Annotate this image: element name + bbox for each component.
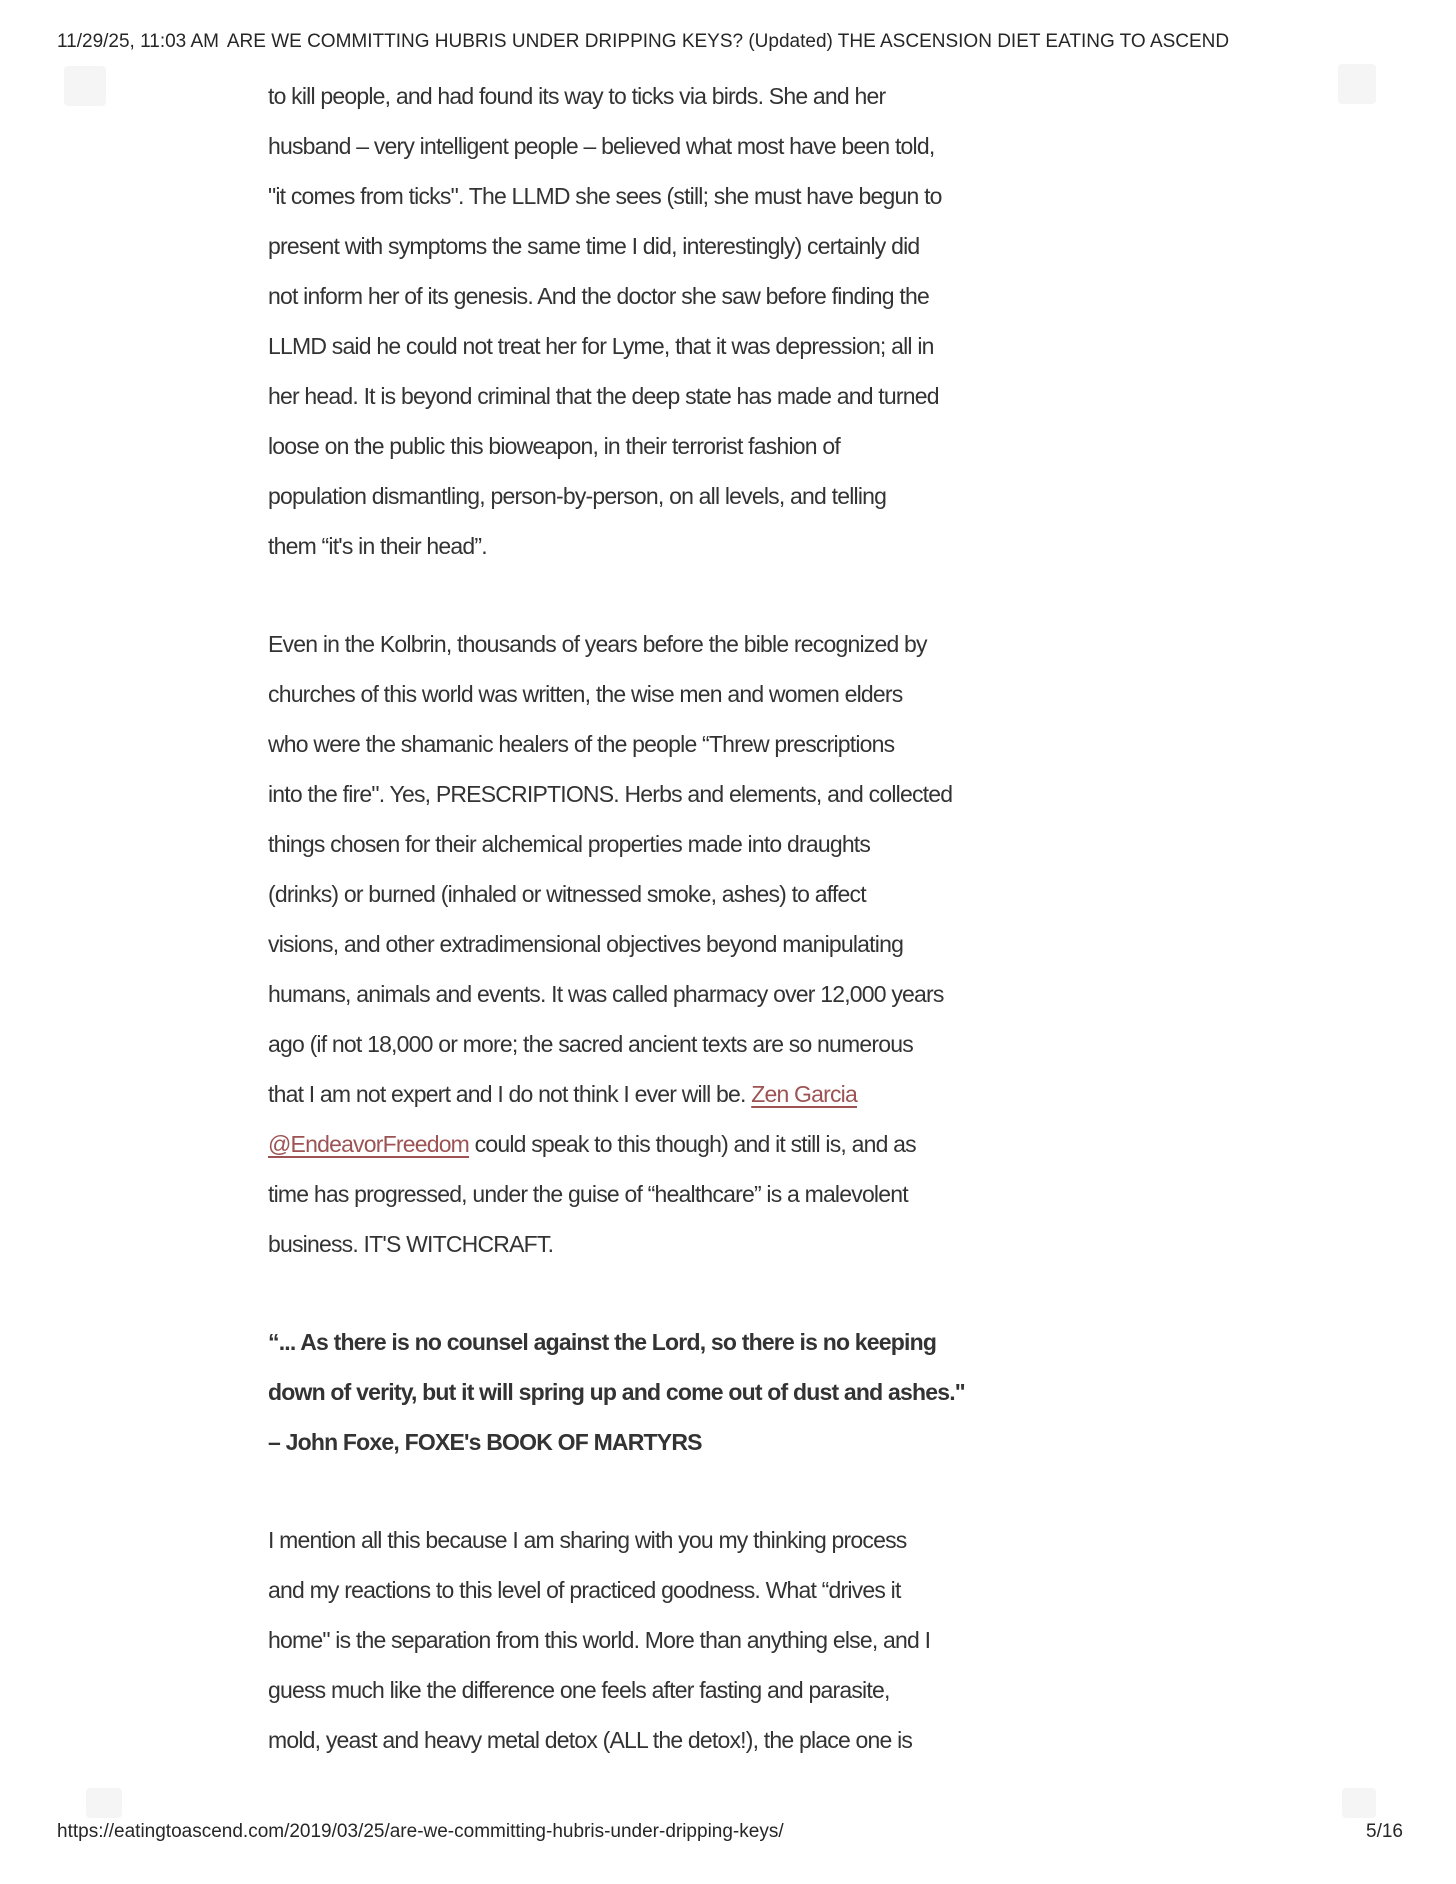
text-run: business. IT'S WITCHCRAFT. — [268, 1231, 554, 1257]
text-run: her head. It is beyond criminal that the deep state has made and turned — [268, 383, 939, 409]
text-line — [268, 271, 1008, 321]
text-run: Even in the Kolbrin, thousands of years before the bible recognized by — [268, 631, 927, 657]
text-line — [268, 1069, 1008, 1119]
text-run: visions, and other extradimensional objectives beyond manipulating — [268, 931, 904, 957]
text-run: I mention all this because I am sharing with you my thinking process — [268, 1527, 907, 1553]
header-title: ARE WE COMMITTING HUBRIS UNDER DRIPPING KEYS? (Updated) THE ASCENSION DIET EATING TO ASCEND — [226, 31, 1230, 52]
text-run: loose on the public this bioweapon, in their terrorist fashion of — [268, 433, 840, 459]
text-line — [268, 769, 1008, 819]
text-line — [268, 221, 1008, 271]
text-line — [268, 869, 1008, 919]
text-line — [268, 521, 1008, 571]
text-run: ago (if not 18,000 or more; the sacred ancient texts are so numerous — [268, 1031, 913, 1057]
text-line — [268, 321, 1008, 371]
paragraph — [268, 619, 1008, 1269]
text-run: churches of this world was written, the wise men and women elders — [268, 681, 903, 707]
text-run: humans, animals and events. It was called pharmacy over 12,000 years — [268, 981, 944, 1007]
text-line — [268, 171, 1008, 221]
text-line — [268, 919, 1008, 969]
page-corner-artifact — [1338, 64, 1376, 104]
text-line — [268, 1565, 1008, 1615]
text-run: population dismantling, person-by-person, on all levels, and telling — [268, 483, 887, 509]
text-run: home" is the separation from this world. More than anything else, and I — [268, 1627, 931, 1653]
quote-paragraph — [268, 1317, 1008, 1467]
text-run: things chosen for their alchemical properties made into draughts — [268, 831, 871, 857]
page-corner-artifact — [64, 66, 106, 106]
text-run: not inform her of its genesis. And the doctor she saw before finding the — [268, 283, 929, 309]
footer-url: https://eatingtoascend.com/2019/03/25/are-we-committing-hubris-under-dripping-keys/ — [57, 1821, 784, 1842]
text-line — [268, 1615, 1008, 1665]
page-corner-artifact — [86, 1788, 122, 1818]
text-run: down of verity, but it will spring up and come out of dust and ashes." — [268, 1379, 965, 1405]
text-line — [268, 1715, 1008, 1765]
text-line — [268, 1367, 1008, 1417]
text-run: them “it's in their head”. — [268, 533, 487, 559]
text-line — [268, 1169, 1008, 1219]
text-run: – John Foxe, FOXE's BOOK OF MARTYRS — [268, 1429, 702, 1455]
text-run: husband – very intelligent people – believed what most have been told, — [268, 133, 935, 159]
page-corner-artifact — [1342, 1788, 1376, 1818]
text-run: LLMD said he could not treat her for Lyme, that it was depression; all in — [268, 333, 934, 359]
text-line — [268, 1019, 1008, 1069]
text-run: time has progressed, under the guise of “healthcare” is a malevolent — [268, 1181, 908, 1207]
page-indicator: 5/16 — [1366, 1821, 1403, 1842]
text-line — [268, 471, 1008, 521]
text-line — [268, 1317, 1008, 1367]
header-datetime: 11/29/25, 11:03 AM — [57, 31, 219, 52]
text-line — [268, 421, 1008, 471]
text-run: who were the shamanic healers of the people “Threw prescriptions — [268, 731, 895, 757]
text-run: could speak to this though) and it still is, and as — [469, 1131, 916, 1157]
paragraph — [268, 1515, 1008, 1765]
text-line — [268, 719, 1008, 769]
text-line — [268, 969, 1008, 1019]
text-run: "it comes from ticks". The LLMD she sees (still; she must have begun to — [268, 183, 942, 209]
text-run: (drinks) or burned (inhaled or witnessed smoke, ashes) to affect — [268, 881, 866, 907]
article-body — [268, 71, 1008, 1813]
text-line — [268, 1665, 1008, 1715]
text-run: present with symptoms the same time I did, interestingly) certainly did — [268, 233, 920, 259]
text-run: mold, yeast and heavy metal detox (ALL the detox!), the place one is — [268, 1727, 913, 1753]
text-line — [268, 371, 1008, 421]
text-line — [268, 1417, 1008, 1467]
text-run: guess much like the difference one feels after fasting and parasite, — [268, 1677, 890, 1703]
text-run: “... As there is no counsel against the Lord, so there is no keeping — [268, 1329, 937, 1355]
paragraph — [268, 71, 1008, 571]
text-line — [268, 1119, 1008, 1169]
text-line — [268, 1515, 1008, 1565]
text-line — [268, 819, 1008, 869]
text-line — [268, 669, 1008, 719]
text-line — [268, 121, 1008, 171]
text-run: to kill people, and had found its way to ticks via birds. She and her — [268, 83, 886, 109]
text-run: that I am not expert and I do not think I ever will be. — [268, 1081, 752, 1107]
text-line — [268, 1219, 1008, 1269]
link-zen-garcia-endeavorfreedom[interactable]: @EndeavorFreedom — [268, 1131, 470, 1157]
text-run: and my reactions to this level of practiced goodness. What “drives it — [268, 1577, 901, 1603]
text-line — [268, 71, 1008, 121]
text-run: into the fire". Yes, PRESCRIPTIONS. Herbs and elements, and collected — [268, 781, 953, 807]
text-line — [268, 619, 1008, 669]
link-zen-garcia-endeavorfreedom[interactable]: Zen Garcia — [751, 1081, 857, 1107]
